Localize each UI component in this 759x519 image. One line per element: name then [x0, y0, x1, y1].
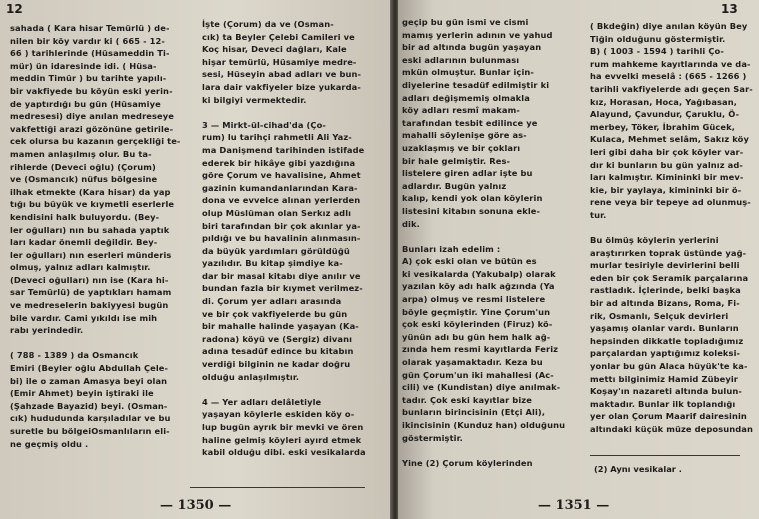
text-line: mettı bilginimiz Hamid Zübeyir	[590, 373, 738, 384]
text-line: köy adları resmî makam-	[402, 105, 520, 116]
text-line: Emiri (Beyler oğlu Abdullah Çele-	[10, 363, 169, 374]
text-line: ki vesikalarda (Yakubalp) olarak	[402, 268, 556, 279]
text-line: göre Çorum ve havalisine, Ahmet	[202, 170, 361, 181]
text-line: 66 ) tarihlerinde (Hüsameddin Ti-	[10, 48, 170, 59]
text-line: eski adlarının bulunması	[402, 54, 520, 65]
text-line: tarihli vakfiyelerde adı geçen Sar-	[590, 83, 753, 94]
text-line: lup bugün ayrık bir mevki ve ören	[202, 422, 364, 432]
text-line: de yaptırdığı bu gün (Hüsamiye	[10, 98, 161, 109]
text-line: dik.	[402, 218, 420, 229]
text-line: ler oğulları) nın bu sahada yaptık	[10, 224, 170, 235]
text-line: bir hale gelmiştir. Res-	[402, 155, 511, 166]
text-line: tur.	[590, 209, 607, 220]
text-line: ma Danişmend tarihinden istifade	[202, 144, 365, 155]
text-line: rum mahkeme kayıtlarında ve da-	[590, 58, 751, 69]
text-line: ve medreselerin bakiyyesi bugün	[10, 300, 169, 311]
left-page-number-bottom: — 1350 —	[160, 498, 232, 513]
text-line: ( 788 - 1389 ) da Osmancık	[10, 350, 139, 361]
text-line: rihlerde (Deveci oğlu) (Çorum)	[10, 161, 156, 172]
text-line: arpa) olmuş ve resmi listelere	[402, 294, 546, 305]
text-line: tarafından tesbit edilince ye	[402, 117, 538, 128]
text-line: mamış yerlerin adının ve yahud	[402, 29, 553, 40]
text-line	[10, 337, 188, 350]
text-line: haline gelmiş köyleri ayırd etmek	[202, 434, 362, 445]
text-line: sar Temürlü) de yaptıkları hamam	[10, 287, 172, 298]
text-line: İşte (Çorum) da ve (Osman-	[202, 19, 334, 29]
text-line	[402, 230, 568, 243]
text-line: uzaklaşmış ve bir çokları	[402, 142, 521, 153]
text-line: Bu ölmüş köylerin yerlerini	[590, 235, 719, 246]
text-line: ve bir çok vakfiyelerde bu gün	[202, 308, 348, 319]
text-line: ve (Osmancık) nüfus bölgesine	[10, 174, 158, 185]
left-page-number-top: 12	[6, 2, 23, 16]
footnote-rule	[590, 455, 740, 456]
text-line: murlar tesiriyle devirlerini belli	[590, 260, 740, 271]
right-page	[398, 0, 759, 519]
left-bottom-rule	[190, 487, 365, 488]
text-line: bundan fazla bir kıymet verilmez-	[202, 283, 363, 294]
text-line: mkün olmuştur. Bunlar için-	[402, 67, 534, 78]
text-line: hepsinden dikkatle topladığımız	[590, 335, 744, 346]
text-line: kabil olduğu dibi. eski vesikalarda	[202, 447, 366, 458]
text-line: yonlar bu gün Alaca hüyük'te ka-	[590, 361, 748, 372]
text-line: Bunları izah edelim :	[402, 243, 501, 254]
text-line: sesi, Hüseyin abad adları ve bun-	[202, 69, 362, 80]
text-line: pıldığı ve bu havalinin alınmasın-	[202, 233, 361, 244]
text-line: (Emir Ahmet) beyin iştiraki ile	[10, 388, 154, 399]
text-line: cek olursa bu kazanın gerçekliği te-	[10, 136, 181, 147]
text-line: ilhak etmekte (Kara hisar) da yap	[10, 186, 171, 197]
text-line: Alayund, Çavundur, Çaruklu, Ö-	[590, 109, 740, 120]
text-line: bunların birincisinin (Etçi Ali),	[402, 407, 546, 418]
text-line: rastladık. İçlerinde, belki başka	[590, 285, 741, 296]
text-line: Tiğin olduğunu göstermiştir.	[590, 33, 726, 44]
text-line: yer olan Çorum Maarif dairesinin	[590, 411, 747, 422]
text-line: Koç hisar, Deveci dağları, Kale	[202, 44, 347, 55]
text-line: tadır. Çok eski kayıtlar bize	[402, 394, 532, 405]
text-line: (Deveci oğulları) nın ise (Kara hi-	[10, 274, 169, 285]
text-line: bir mahalle halinde yaşayan (Ka-	[202, 321, 359, 332]
left-column-2	[202, 18, 386, 459]
text-line: ( Bkdeğin) diye anılan köyün Bey	[590, 21, 748, 31]
text-line	[202, 106, 386, 119]
text-line: araştırırken toprak üstünde yağ-	[590, 247, 747, 258]
text-line: listelere giren adlar işte bu	[402, 168, 533, 179]
text-line: da büyük yardımları görüldüğü	[202, 245, 350, 256]
text-line: adına tesadüf edince bu kitabın	[202, 346, 354, 357]
text-line: leri gibi daha bir çok köyler var-	[590, 146, 744, 157]
text-line: geçip bu gün ismi ve cismi	[402, 17, 529, 27]
text-line: sahada ( Kara hisar Temürlü ) de-	[10, 23, 170, 33]
text-line: Kulaca, Mehmet selâm, Sakız köy	[590, 134, 749, 145]
text-line: lara dair vakfiyeler bize yukarda-	[202, 81, 361, 92]
text-line: dır ki bunların bu gün yalnız ad-	[590, 159, 743, 170]
text-line: (Şahzade Bayazid) beyi. (Osman-	[10, 400, 168, 411]
text-line: verdiği bilginin ne kadar doğru	[202, 359, 351, 370]
text-line: olup Müslüman olan Serkız adlı	[202, 207, 352, 218]
text-line: gazinin kumandanlarından Kara-	[202, 182, 358, 193]
text-line: olarak yaşamaktadır. Keza bu	[402, 357, 543, 368]
text-line: mür) ün idaresinde idi. ( Hüsa-	[10, 60, 157, 71]
text-line: vakfettiği arazi gözönüne getirile-	[10, 123, 174, 134]
text-line: bir vakfiyede bu köyün eski yerin-	[10, 85, 173, 96]
text-line: A) çok eski olan ve bütün es	[402, 256, 537, 267]
text-line: Yine (2) Çorum köylerinden	[402, 457, 533, 468]
text-line: meddin Timür ) bu tarihte yapılı-	[10, 73, 167, 84]
text-line: yazılan köy adı halk ağzında (Ya	[402, 281, 555, 292]
text-line: olmuş, yalnız adları kalmıştır.	[10, 262, 151, 273]
text-line: olduğu anlaşılmıştır.	[202, 371, 300, 382]
text-line: ları kalmıştır. Kimininki bir mev-	[590, 172, 744, 183]
text-line: nilen bir köy vardır ki ( 665 - 12-	[10, 35, 165, 46]
text-line	[202, 383, 386, 396]
text-line: radona) köyü ve (Sergiz) divanı	[202, 333, 353, 344]
right-column-1	[402, 16, 568, 469]
text-line: ları kadar önemli değildir. Bey-	[10, 237, 158, 248]
text-line: B) ( 1003 - 1594 ) tarihli Ço-	[590, 46, 724, 57]
text-line: mamen anlaşılmış olur. Bu ta-	[10, 148, 152, 159]
text-line: kendisini halk buluyordu. (Bey-	[10, 211, 160, 222]
text-line: rik, Osmanlı, Selçuk devirleri	[590, 310, 729, 321]
text-line: bir ad altında bugün yaşayan	[402, 42, 542, 53]
text-line: rene veya bir tepeye ad olunmuş-	[590, 197, 751, 208]
text-line: medresesi) diye anılan medreseye	[10, 111, 174, 122]
footnote: (2) Aynı vesikalar .	[594, 464, 682, 474]
text-line: cili) ve (Kundistan) diye anılmak-	[402, 382, 561, 393]
text-line: ne geçmiş oldu .	[10, 438, 89, 449]
left-column-1	[10, 22, 188, 450]
text-line: yünün adı bu gün hem halk ağ-	[402, 331, 551, 342]
text-line: yaşayan köylerle eskiden köy o-	[202, 409, 355, 420]
text-line: yaşamış olanlar vardı. Bunların	[590, 323, 739, 334]
text-line: ler oğulları) nın eserleri münderis	[10, 249, 172, 260]
text-line: rabı yerindedir.	[10, 325, 84, 336]
text-line: suretle bu bölgeiOsmanlıların eli-	[10, 426, 170, 436]
text-line: cık) ta Beyler Çelebi Camileri ve	[202, 31, 355, 42]
text-line: di. Çorum yer adları arasında	[202, 296, 342, 307]
text-line	[590, 222, 754, 235]
text-line: ederek bir hikâye gibi yazdığına	[202, 157, 356, 168]
text-line: kie, bir yaylaya, kimininki bir ö-	[590, 184, 742, 195]
text-line: yazılıdır. Bu kitap şimdiye ka-	[202, 258, 343, 269]
text-line: cık) hududunda karşıladılar ve bu	[10, 413, 171, 424]
text-line: ikincisinin (Kunduz han) olduğunu	[402, 420, 566, 430]
text-line: hişar temürlü, Hüsamiye medre-	[202, 56, 357, 67]
text-line	[402, 444, 568, 457]
text-line: göstermiştir.	[402, 432, 463, 443]
right-column-2	[590, 20, 754, 436]
text-line: gün Çorum'un iki mahallesi (Ac-	[402, 369, 554, 380]
text-line: maktadır. Bunlar ilk toplandığı	[590, 398, 736, 409]
text-line: eden bir çok Seramik parçalarına	[590, 272, 749, 283]
text-line: parçalardan yaptığımız koleksi-	[590, 348, 741, 359]
text-line: rum) lu tarihçi rahmetli Ali Yaz-	[202, 132, 352, 143]
text-line: adları değişmemiş olmakla	[402, 92, 530, 103]
text-line: Koşay'ın nazareti altında bulun-	[590, 386, 742, 397]
text-line: kız, Horasan, Hoca, Yağıbasan,	[590, 96, 738, 107]
text-line: kalıp, kendi yok olan köylerin	[402, 193, 543, 204]
right-page-number-top: 13	[721, 2, 738, 16]
text-line: bile vardır. Cami yıkıldı ise mih	[10, 312, 158, 323]
text-line: 4 — Yer adları delâletiyle	[202, 396, 322, 407]
text-line: böyle geçmiştir. Yine Çorum'un	[402, 306, 551, 317]
text-line: diyelerine tesadüf edilmiştir ki	[402, 79, 550, 90]
right-page-number-bottom: — 1351 —	[538, 498, 610, 513]
text-line: zında hem resmi kayıtlarda Feriz	[402, 344, 559, 355]
text-line: listesini kitabın sonuna ekle-	[402, 205, 541, 216]
text-line: 3 — Mirkt-ül-cihad'da (Ço-	[202, 119, 326, 130]
text-line: merbey, Töker, İbrahim Gücek,	[590, 121, 735, 132]
text-line: bir ad altında Bizans, Roma, Fi-	[590, 298, 740, 309]
text-line: dar bir masal kitabı diye anılır ve	[202, 270, 361, 281]
text-line: altındaki küçük müze deposundan	[590, 424, 754, 434]
text-line: mahalli söylenişe göre as-	[402, 130, 527, 141]
text-line: ha evvelki meselâ : (665 - 1266 )	[590, 71, 747, 82]
text-line: adlardır. Bugün yalnız	[402, 180, 507, 191]
text-line: tığı bu büyük ve kıymetli eserlerle	[10, 199, 175, 210]
text-line: biri tarafından bir çok akınlar ya-	[202, 220, 361, 231]
text-line: ki bilgiyi vermektedir.	[202, 94, 307, 105]
text-line: çok eski köylerinden (Firuz) kö-	[402, 319, 553, 330]
text-line: bi) ile o zaman Amasya beyi olan	[10, 375, 168, 386]
text-line: dona ve evvelce alınan yerlerden	[202, 195, 361, 206]
